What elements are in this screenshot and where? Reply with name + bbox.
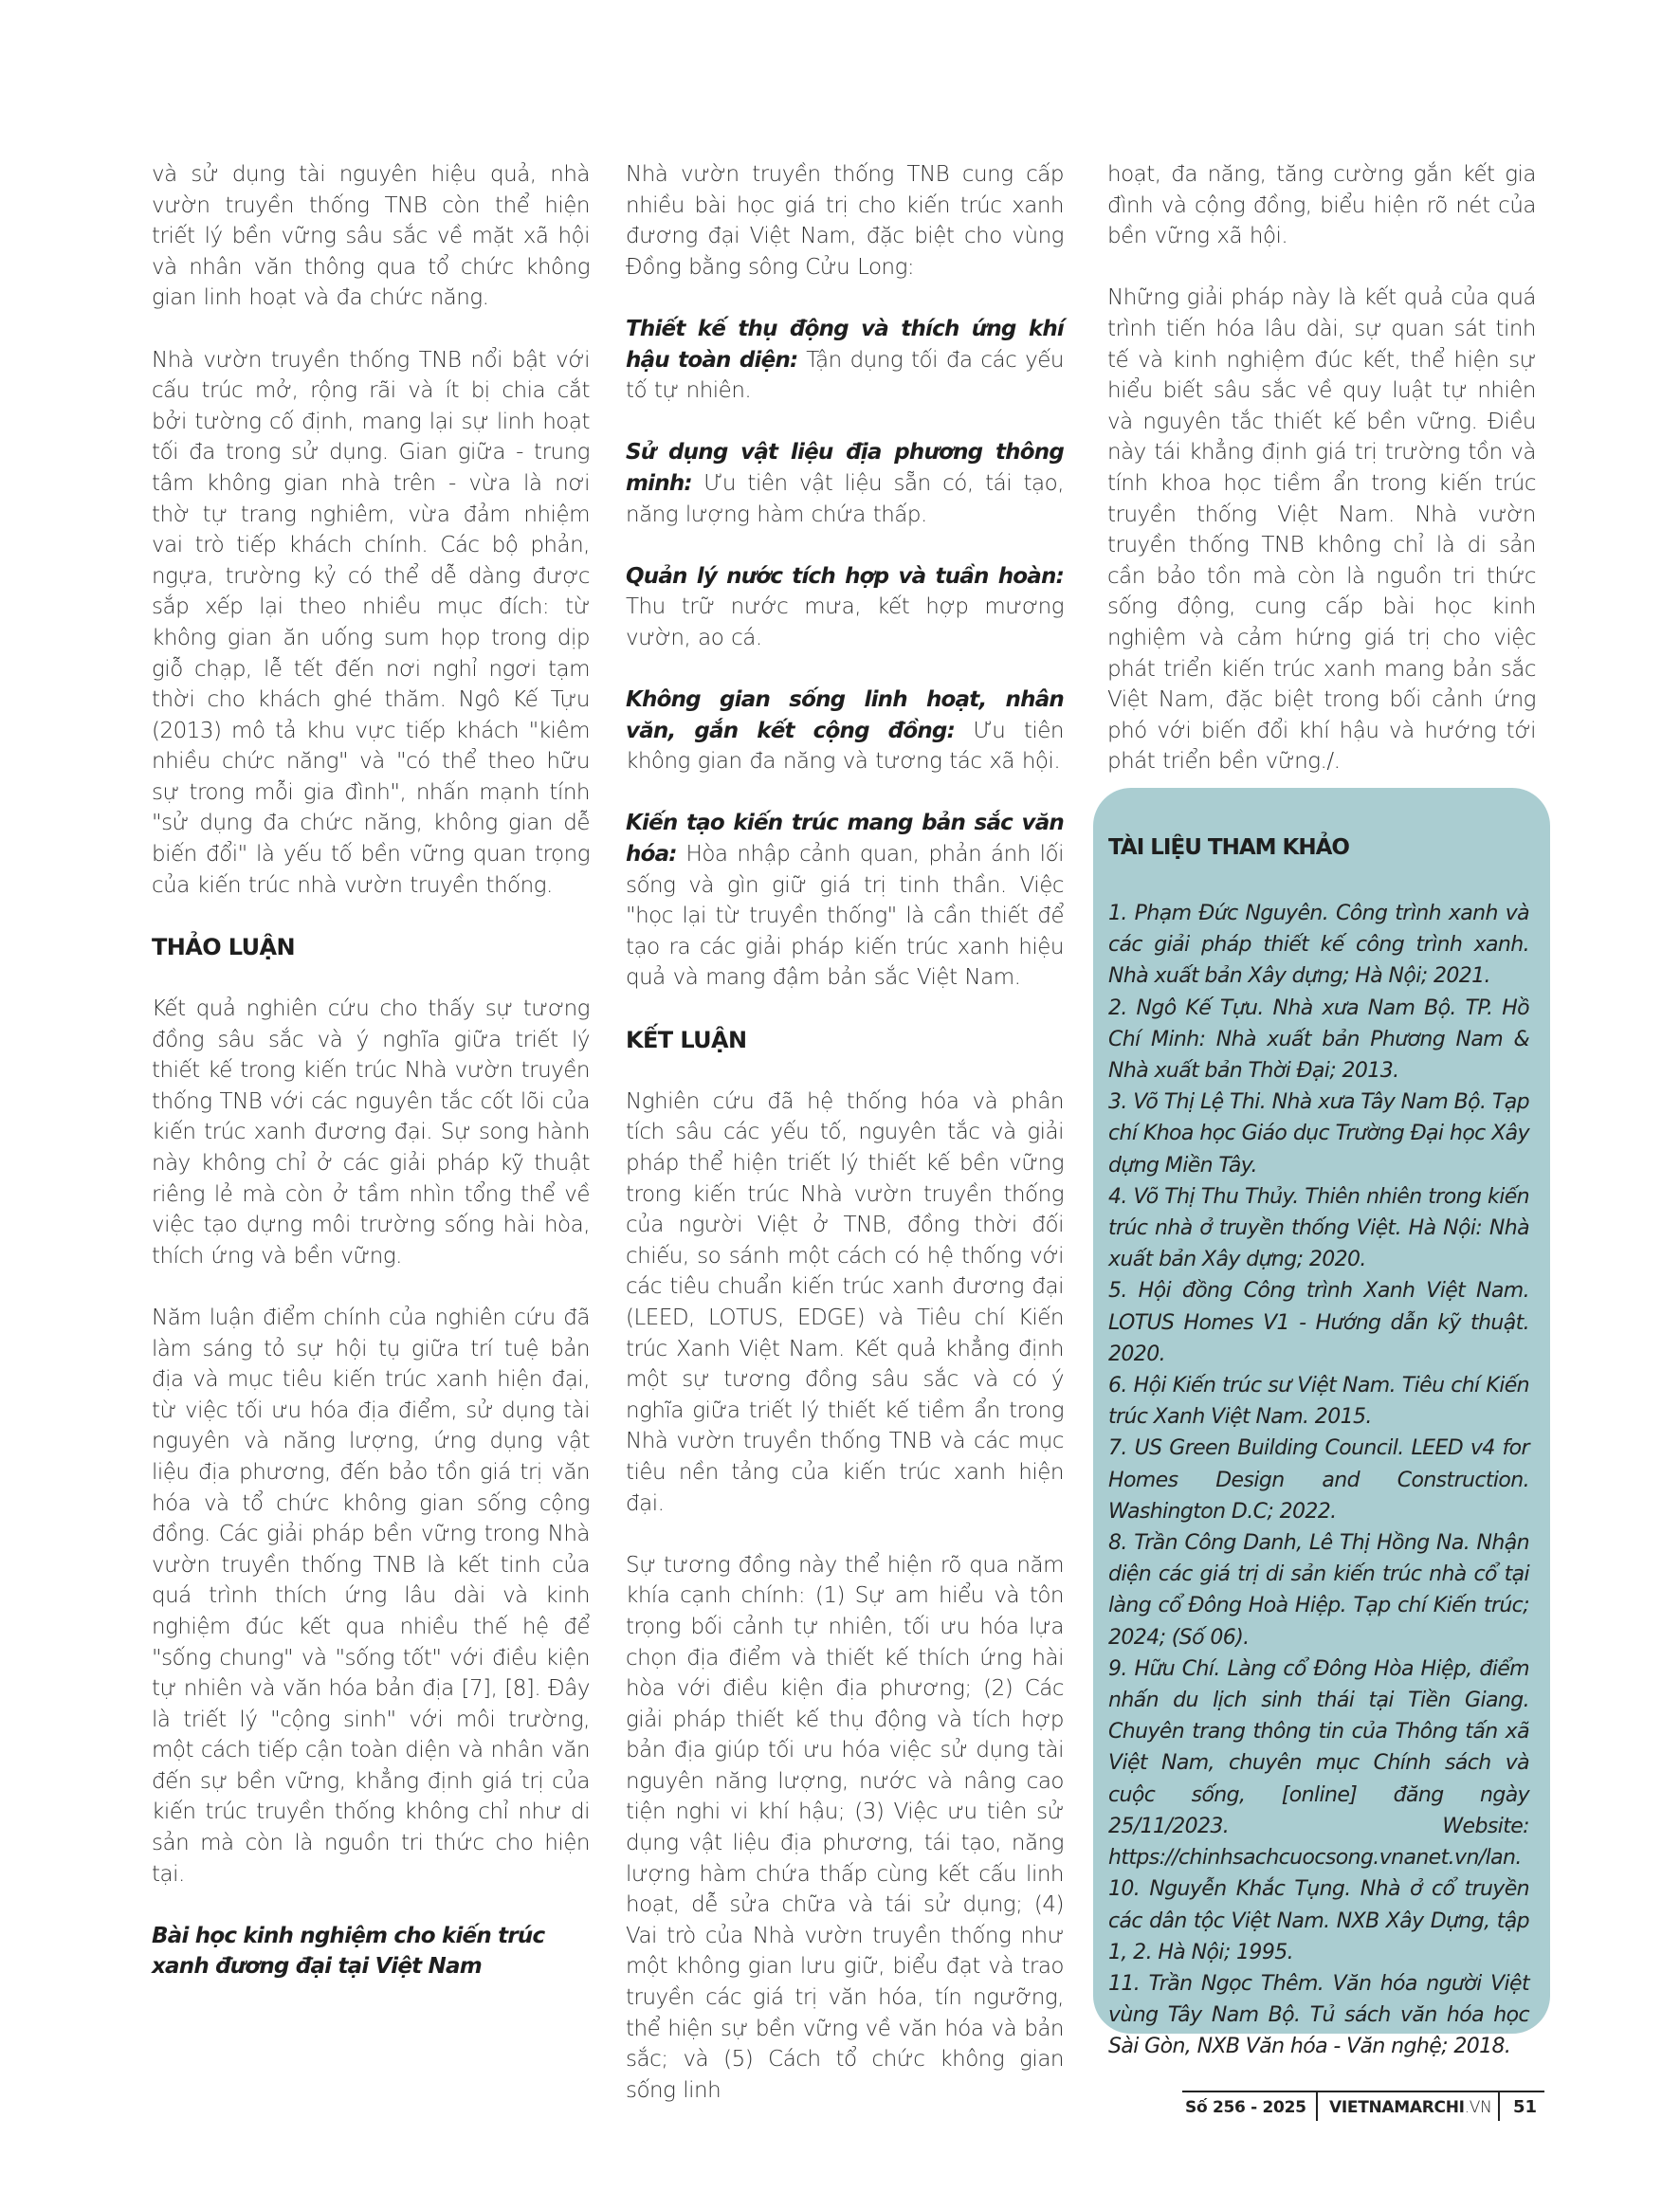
reference-item: 9. Hữu Chí. Làng cổ Đông Hòa Hiệp, điểm nhấn du lịch sinh thái tại Tiền Giang. Chuyên trang thông tin của Thông tấn xã Việt Nam, chuyên mục Chính sách và cuộc sống, [online] đăng ngày 25/11/2023. Website: https://chinhsachcuocsong.vnanet.vn/lan. bbox=[1108, 1656, 1529, 1871]
reference-item: 8. Trần Công Danh, Lê Thị Hồng Na. Nhận diện các giá trị di sản kiến trúc nhà cổ tại làng cổ Đông Hoà Hiệp. Tạp chí Kiến trúc; 2024; (Số 06). bbox=[1108, 1531, 1529, 1650]
lesson-item bbox=[626, 685, 1064, 777]
lesson-item bbox=[626, 314, 1064, 407]
paragraph: Nghiên cứu đã hệ thống hóa và phân tích sâu các yếu tố, nguyên tắc và giải pháp thể hiện triết lý thiết kế bền vững trong kiến trúc Nhà vườn truyền thống của người Việt ở TNB, đồng thời đối chiếu, so sánh một cách có hệ thống với các tiêu chuẩn kiến trúc xanh đương đại (LEED, LOTUS, EDGE) và Tiêu chí Kiến trúc Xanh Việt Nam. Kết quả khẳng định một sự tương đồng sâu sắc và có ý nghĩa giữa triết lý thiết kế tiềm ẩn trong Nhà vườn truyền thống TNB và các mục tiêu nền tảng của kiến trúc xanh hiện đại. bbox=[626, 1088, 1064, 1516]
issue-number: Số 256 - 2025 bbox=[1182, 2092, 1318, 2121]
site-name-tld: .VN bbox=[1464, 2098, 1492, 2117]
references-title: TÀI LIỆU THAM KHẢO bbox=[1108, 835, 1349, 860]
lesson-item bbox=[626, 561, 1064, 654]
paragraph: và sử dụng tài nguyên hiệu quả, nhà vườn truyền thống TNB còn thể hiện triết lý bền vững sâu sắc về mặt xã hội và nhân văn thông qua tổ chức không gian linh hoạt và đa chức năng. bbox=[152, 162, 590, 311]
paragraph: Những giải pháp này là kết quả của quá trình tiến hóa lâu dài, sự quan sát tinh tế và kinh nghiệm đúc kết, thể hiện sự hiểu biết sâu sắc về quy luật tự nhiên và nguyên tắc thiết kế bền vững. Điều này tái khẳng định giá trị trường tồn và tính khoa học tiềm ẩn trong kiến trúc truyền thống Việt Nam. Nhà vườn truyền thống TNB không chỉ là di sản cần bảo tồn mà còn là nguồn tri thức sống động, cung cấp bài học kinh nghiệm và cảm hứng giá trị cho việc phát triển kiến trúc xanh mang bản sắc Việt Nam, đặc biệt trong bối cảnh ứng phó với biến đổi khí hậu và hướng tới phát triển bền vững./. bbox=[1107, 285, 1536, 775]
reference-item: 7. US Green Building Council. LEED v4 for Homes Design and Construction. Washington D.C; 2022. bbox=[1108, 1436, 1529, 1524]
lesson-item bbox=[626, 808, 1064, 994]
reference-item: 3. Võ Thị Lệ Thi. Nhà xưa Tây Nam Bộ. Tạp chí Khoa học Giáo dục Trường Đại học Xây dựng Miền Tây. bbox=[1108, 1090, 1529, 1178]
lesson-text: Ưu tiên không gian đa năng và tương tác xã hội. bbox=[626, 718, 1064, 775]
article-column-2 bbox=[626, 159, 1064, 2137]
references-box bbox=[1093, 788, 1550, 2059]
lesson-lead: Không gian sống linh hoạt, nhân văn, gắn kết cộng đồng: bbox=[626, 687, 1064, 743]
lesson-text: Hòa nhập cảnh quan, phản ánh lối sống và gìn giữ giá trị tinh thần. Việc "học lại từ truyền thống" là cần thiết để tạo ra các giải pháp kiến trúc xanh hiệu quả và mang đậm bản sắc Việt Nam. bbox=[626, 842, 1064, 991]
paragraph: Sự tương đồng này thể hiện rõ qua năm khía cạnh chính: (1) Sự am hiểu và tôn trọng bối cảnh tự nhiên, tối ưu hóa lựa chọn địa điểm và thiết kế thích ứng hài hòa với điều kiện địa phương; (2) Các giải pháp thiết kế thụ động và tích hợp bản địa giúp tối ưu hóa việc sử dụng tài nguyên năng lượng, nước và nâng cao tiện nghi vi khí hậu; (3) Việc ưu tiên sử dụng vật liệu địa phương, tái tạo, năng lượng hàm chứa thấp cùng kết cấu linh hoạt, dễ sửa chữa và tái sử dụng; (4) Vai trò của Nhà vườn truyền thống như một không gian lưu giữ, biểu đạt và trao truyền các giá trị văn hóa, tín ngưỡng, thể hiện sự bền vững về văn hóa và bản sắc; và (5) Cách tổ chức không gian sống linh bbox=[626, 1552, 1064, 2103]
paragraph: Năm luận điểm chính của nghiên cứu đã làm sáng tỏ sự hội tụ giữa trí tuệ bản địa và mục tiêu kiến trúc xanh hiện đại, từ việc tối ưu hóa địa điểm, sử dụng tài nguyên và năng lượng, ứng dụng vật liệu địa phương, đến bảo tồn giá trị văn hóa và tổ chức không gian sống cộng đồng. Các giải pháp bền vững trong Nhà vườn truyền thống TNB là kết tinh của quá trình thích ứng lâu dài và kinh nghiệm đúc kết qua nhiều thế hệ để "sống chung" và "sống tốt" với điều kiện tự nhiên và văn hóa bản địa [7], [8]. Đây là triết lý "cộng sinh" với môi trường, một cách tiếp cận toàn diện và nhân văn đến sự bền vững, khẳng định giá trị của kiến trúc truyền thống không chỉ như di sản mà còn là nguồn tri thức cho hiện tại. bbox=[152, 1305, 590, 1887]
lesson-item bbox=[626, 437, 1064, 530]
section-heading-discussion: THẢO LUẬN bbox=[152, 933, 295, 960]
site-name bbox=[1318, 2092, 1500, 2121]
subheading-lessons: Bài học kinh nghiệm cho kiến trúc xanh đương đại tại Việt Nam bbox=[152, 1923, 545, 1980]
paragraph: Nhà vườn truyền thống TNB cung cấp nhiều bài học giá trị cho kiến trúc xanh đương đại Việt Nam, đặc biệt cho vùng Đồng bằng sông Cửu Long: bbox=[626, 162, 1064, 280]
lesson-lead: Thiết kế thụ động và thích ứng khí hậu toàn diện: bbox=[626, 316, 1064, 373]
paragraph: Nhà vườn truyền thống TNB nổi bật với cấu trúc mở, rộng rãi và ít bị chia cắt bởi tường cố định, mang lại sự linh hoạt tối đa trong sử dụng. Gian giữa - trung tâm không gian nhà trên - vừa là nơi thờ tự trang nghiêm, vừa đảm nhiệm vai trò tiếp khách chính. Các bộ phản, ngựa, trường kỷ có thể dễ dàng được sắp xếp lại theo nhiều mục đích: từ không gian ăn uống sum họp trong dịp giỗ chạp, lễ tết đến nơi nghỉ ngơi tạm thời cho khách ghé thăm. Ngô Kế Tựu (2013) mô tả khu vực tiếp khách "kiêm nhiều chức năng" và "có thể theo hữu sự trong mỗi gia đình", nhấn mạnh tính "sử dụng đa chức năng, không gian dễ biến đổi" là yếu tố bền vững quan trọng của kiến trúc nhà vườn truyền thống. bbox=[152, 347, 590, 898]
lesson-text: Thu trữ nước mưa, kết hợp mương vườn, ao cá. bbox=[626, 594, 1064, 650]
article-column-1 bbox=[152, 159, 590, 1982]
reference-item: 10. Nguyễn Khắc Tụng. Nhà ở cổ truyền các dân tộc Việt Nam. NXB Xây Dựng, tập 1, 2. Hà Nội; 1995. bbox=[1108, 1877, 1529, 1964]
lesson-lead: Sử dụng vật liệu địa phương thông minh: bbox=[626, 440, 1064, 496]
site-name-main: VIETNAMARCHI bbox=[1329, 2098, 1465, 2117]
lesson-lead: Quản lý nước tích hợp và tuần hoàn: bbox=[626, 563, 1064, 589]
paragraph: Kết quả nghiên cứu cho thấy sự tương đồng sâu sắc và ý nghĩa giữa triết lý thiết kế trong kiến trúc Nhà vườn truyền thống TNB với các nguyên tắc cốt lõi của kiến trúc xanh đương đại. Sự song hành này không chỉ ở các giải pháp kỹ thuật riêng lẻ mà còn ở tầm nhìn tổng thể về việc tạo dựng môi trường sống hài hòa, thích ứng và bền vững. bbox=[152, 996, 590, 1269]
reference-item: 11. Trần Ngọc Thêm. Văn hóa người Việt vùng Tây Nam Bộ. Tủ sách văn hóa học Sài Gòn, NXB Văn hóa - Văn nghệ; 2018. bbox=[1108, 1971, 1529, 2059]
reference-item: 6. Hội Kiến trúc sư Việt Nam. Tiêu chí Kiến trúc Xanh Việt Nam. 2015. bbox=[1108, 1374, 1529, 1430]
reference-item: 4. Võ Thị Thu Thủy. Thiên nhiên trong kiến trúc nhà ở truyền thống Việt. Hà Nội: Nhà xuất bản Xây dựng; 2020. bbox=[1108, 1184, 1529, 1272]
reference-item: 1. Phạm Đức Nguyên. Công trình xanh và các giải pháp thiết kế công trình xanh. Nhà xuất bản Xây dựng; Hà Nội; 2021. bbox=[1108, 902, 1529, 989]
page-footer bbox=[1182, 2091, 1544, 2121]
article-column-3 bbox=[1107, 159, 1536, 808]
reference-item: 5. Hội đồng Công trình Xanh Việt Nam. LOTUS Homes V1 - Hướng dẫn kỹ thuật. 2020. bbox=[1108, 1279, 1529, 1366]
lesson-text: Tận dụng tối đa các yếu tố tự nhiên. bbox=[626, 347, 1065, 404]
section-heading-conclusion: KẾT LUẬN bbox=[626, 1026, 747, 1053]
page-number: 51 bbox=[1513, 2097, 1538, 2117]
reference-item: 2. Ngô Kế Tựu. Nhà xưa Nam Bộ. TP. Hồ Chí Minh: Nhà xuất bản Phương Nam & Nhà xuất bản Thời Đại; 2013. bbox=[1108, 995, 1529, 1084]
lesson-text: Ưu tiên vật liệu sẵn có, tái tạo, năng lượng hàm chứa thấp. bbox=[626, 470, 1064, 527]
paragraph: hoạt, đa năng, tăng cường gắn kết gia đình và cộng đồng, biểu hiện rõ nét của bền vững xã hội. bbox=[1107, 162, 1536, 249]
lesson-lead: Kiến tạo kiến trúc mang bản sắc văn hóa: bbox=[626, 811, 1064, 868]
